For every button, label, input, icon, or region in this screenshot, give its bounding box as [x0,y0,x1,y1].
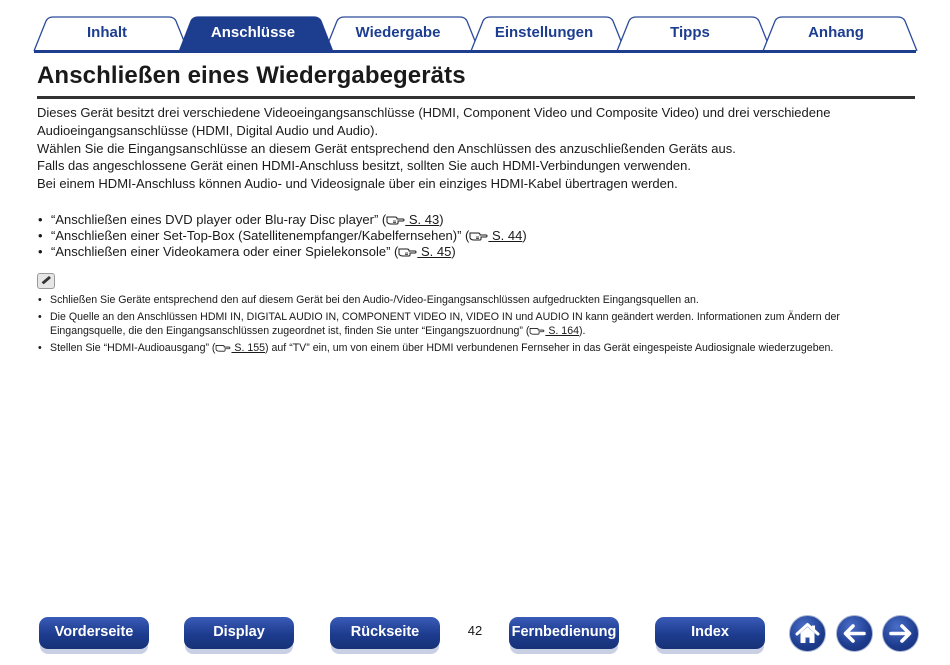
pointing-hand-icon [469,230,488,241]
display-button[interactable]: Display [184,617,294,649]
tab-anschluesse[interactable]: Anschlüsse [210,24,296,41]
list-item [37,244,917,260]
intro-text [37,104,917,193]
page-reference: S. 155 [231,341,266,354]
note-text-end: ). [578,325,586,338]
arrow-right-icon [883,616,918,651]
intro-paragraph: Falls das angeschlossene Gerät einen HDMI-Anschluss besitzt, sollten Sie auch HDMI-Verbindungen verwenden. [37,158,691,174]
note-item [37,341,917,356]
intro-paragraph: Dieses Gerät besitzt drei verschiedene Videoeingangsanschlüsse (HDMI, Component Video und Composite Video) und drei verschiedene Audioeingangsanschlüsse (HDMI, Digital Audio und Audio). [37,105,831,138]
vorderseite-button[interactable]: Vorderseite [39,617,149,649]
page-title: Anschließen eines Wiedergabegeräts [37,62,466,89]
pointing-hand-icon [215,343,231,352]
fernbedienung-button[interactable]: Fernbedienung [509,617,619,649]
note-item [37,293,917,308]
home-icon [790,616,825,651]
note-text: Die Quelle an den Anschlüssen HDMI IN, DIGITAL AUDIO IN, COMPONENT VIDEO IN, VIDEO IN und AUDIO IN kann geändert werden. Informationen zum Ändern der Eingangsquelle, die den Eingangsanschlüssen zugeordnet ist, finden Sie unter “Eingangszuordnung” ( [50,310,840,338]
page-reference-link[interactable] [469,228,522,243]
link-text: “Anschließen einer Set-Top-Box (Satellitenempfanger/Kabelfernsehen)” ( [51,228,470,244]
page-reference-link[interactable] [529,325,579,337]
tab-bar [0,0,950,56]
pencil-icon [38,274,54,288]
note-text: Stellen Sie “HDMI-Audioausgang” ( [50,341,216,354]
bullet: • [38,212,43,227]
back-button[interactable] [836,615,873,652]
link-text-end: ) [451,244,456,260]
pointing-hand-icon [398,246,417,257]
note-item [37,310,917,339]
pointing-hand-icon [529,326,545,335]
page-reference-link[interactable] [398,244,451,259]
tab-einstellungen[interactable]: Einstellungen [494,24,594,41]
link-text: “Anschließen einer Videokamera oder einer Spielekonsole” ( [51,244,399,260]
page-reference-link[interactable] [386,212,439,227]
note-text-end: ) auf “TV” ein, um von einem über HDMI verbundenen Fernseher in das Gerät eingespeiste Audiosignale wiederzugeben. [265,341,834,354]
tab-tipps[interactable]: Tipps [670,24,710,41]
list-item [37,212,917,228]
page-reference: S. 164 [545,325,579,338]
bullet: • [38,228,43,244]
bullet: • [38,294,42,306]
bullet: • [38,244,43,260]
title-divider [37,96,915,99]
arrow-left-icon [837,616,872,651]
link-text-end: ) [439,212,444,227]
intro-paragraph: Bei einem HDMI-Anschluss können Audio- und Videosignale über ein einziges HDMI-Kabel übertragen werden. [37,176,678,192]
pencil-note-icon [37,273,55,289]
list-item [37,228,917,244]
intro-paragraph: Wählen Sie die Eingangsanschlüsse an diesem Gerät entsprechend den Anschlüssen des anzuschließenden Geräts aus. [37,140,736,156]
tab-anhang[interactable]: Anhang [808,24,864,41]
page-number: 42 [467,623,483,638]
tab-inhalt[interactable]: Inhalt [87,24,127,41]
forward-button[interactable] [882,615,919,652]
link-text: “Anschließen eines DVD player oder Blu-ray Disc player” ( [51,212,387,227]
page-reference: S. 44 [488,228,523,244]
page-reference: S. 43 [405,212,440,227]
connection-link-list [37,212,917,261]
home-button[interactable] [789,615,826,652]
index-button[interactable]: Index [655,617,765,649]
note-text: Schließen Sie Geräte entsprechend den auf diesem Gerät bei den Audio-/Video-Eingangsanschlüssen aufgedruckten Eingangsquellen an. [50,294,699,306]
pointing-hand-icon [386,214,405,225]
bullet: • [38,341,42,354]
page-reference-link[interactable] [215,342,265,354]
rueckseite-button[interactable]: Rückseite [330,617,440,649]
tab-wiedergabe[interactable]: Wiedergabe [355,24,441,41]
notes-list [37,293,917,357]
link-text-end: ) [522,228,527,244]
bullet: • [38,310,42,323]
page-reference: S. 45 [417,244,452,260]
